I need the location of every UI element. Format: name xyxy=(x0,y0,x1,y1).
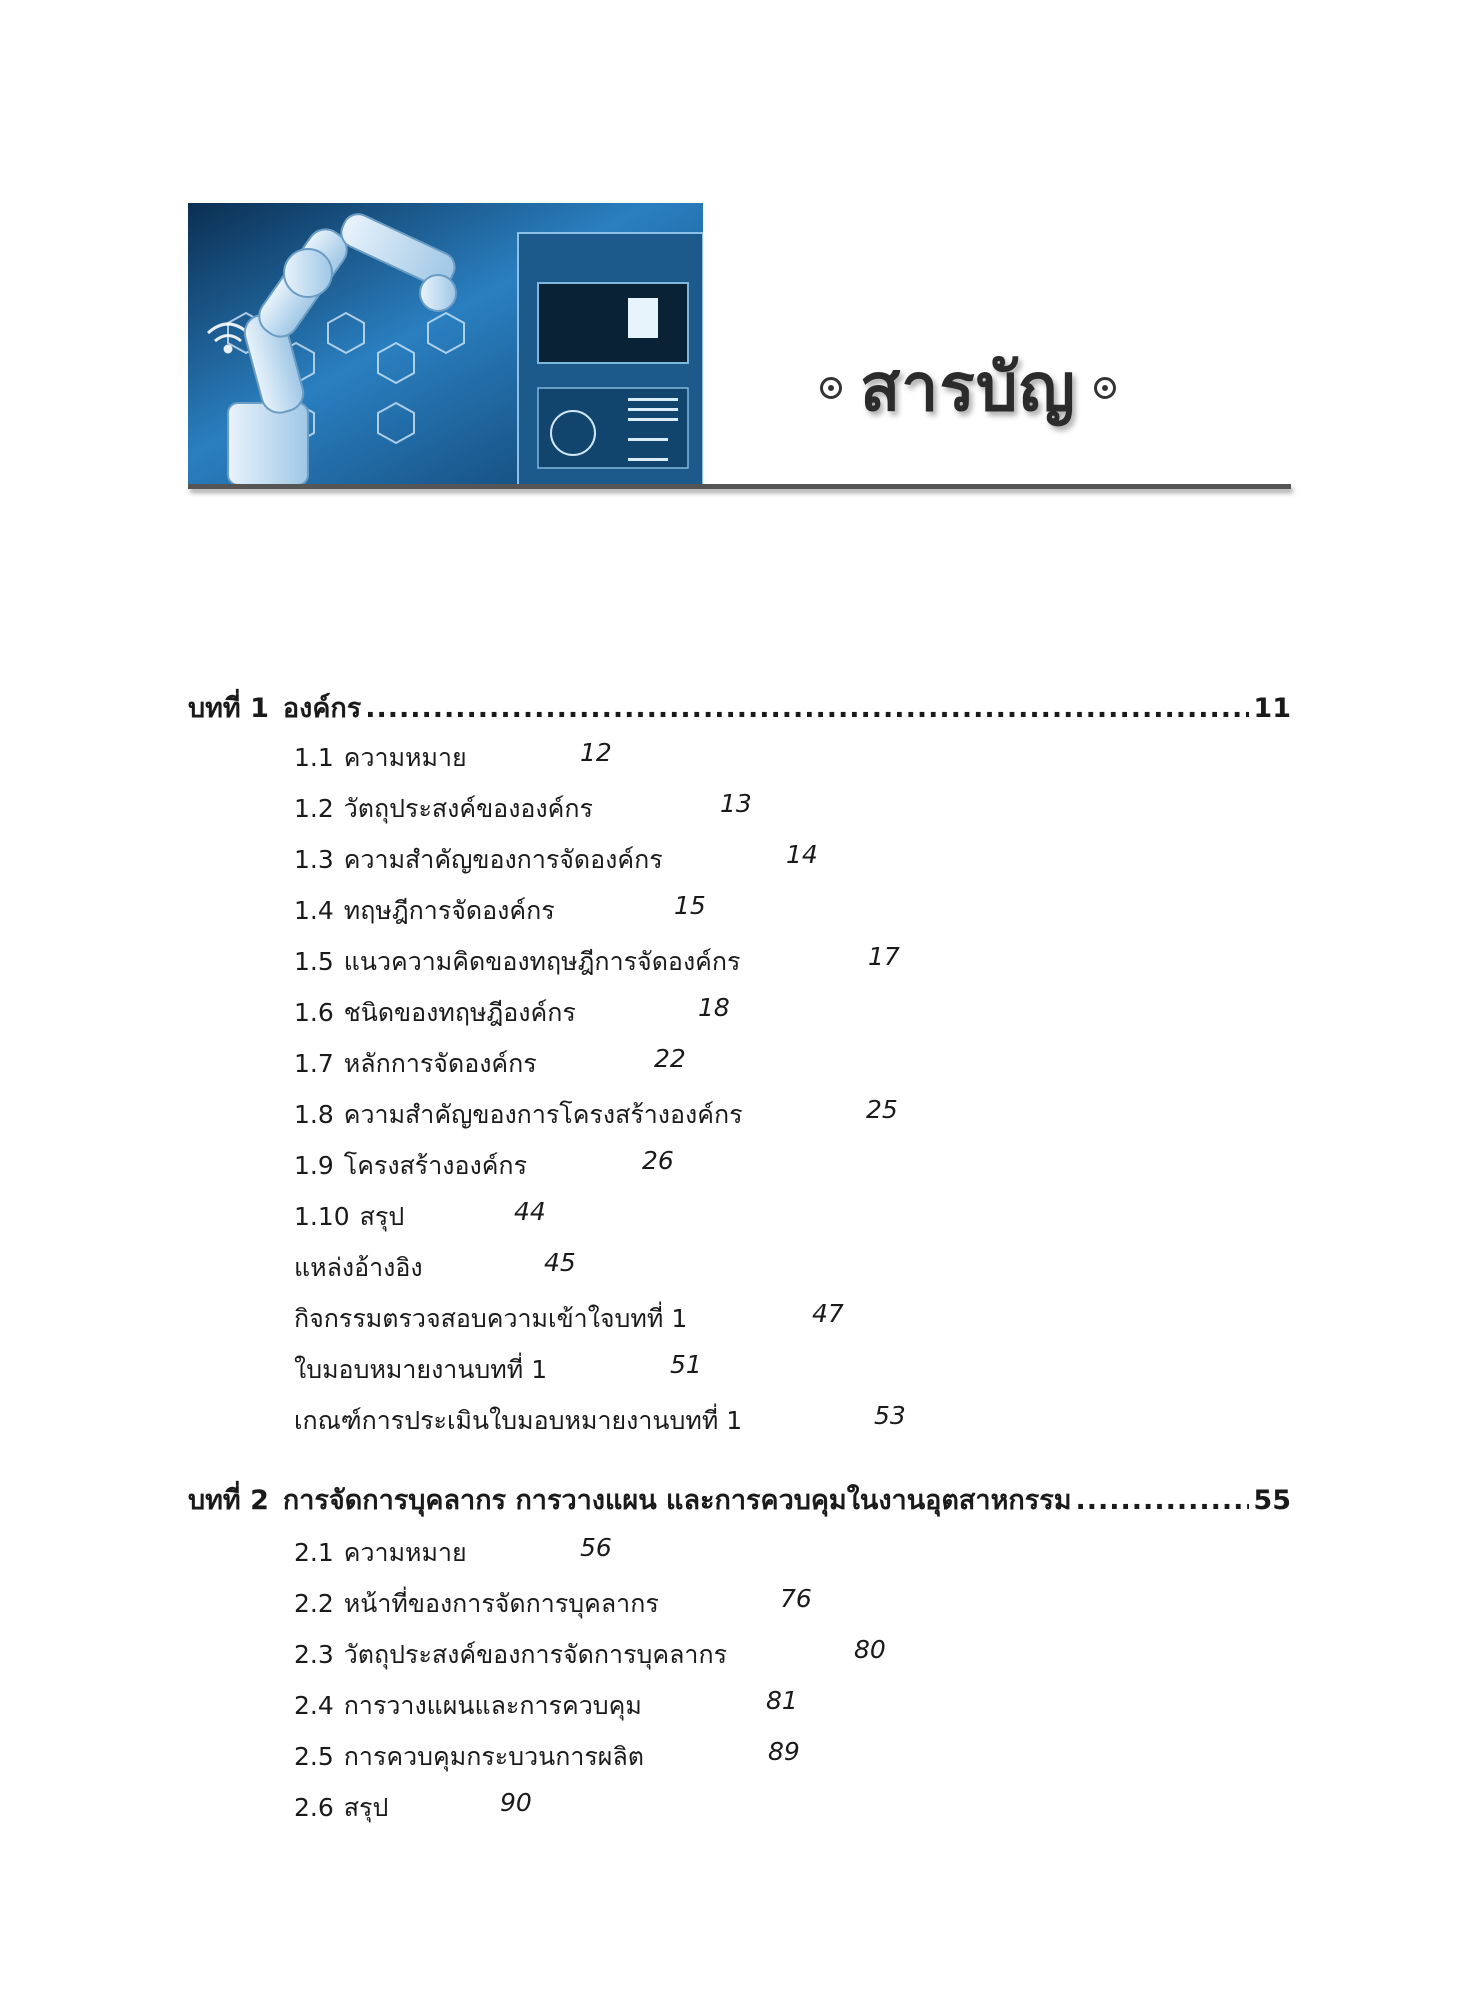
entry-page: 44 xyxy=(514,1197,546,1226)
entry-number: 2.1 xyxy=(294,1538,334,1567)
entry-page: 17 xyxy=(868,942,900,971)
entry-title: แหล่งอ้างอิง xyxy=(294,1253,423,1282)
entry-number: 2.6 xyxy=(294,1793,334,1822)
entry-title: ความสำคัญของการโครงสร้างองค์กร xyxy=(343,1100,743,1129)
entry-page: 12 xyxy=(580,738,612,767)
toc-entry[interactable] xyxy=(294,1095,743,1135)
toc-entry[interactable] xyxy=(294,993,576,1033)
entry-page: 45 xyxy=(544,1248,576,1277)
entry-number: 1.5 xyxy=(294,947,334,976)
entry-number: 1.2 xyxy=(294,794,334,823)
entry-number: 1.9 xyxy=(294,1151,334,1180)
entry-number: 1.10 xyxy=(294,1202,350,1231)
entry-title: ชนิดของทฤษฎีองค์กร xyxy=(343,998,576,1027)
toc-entry[interactable] xyxy=(294,1686,642,1726)
entry-title: หลักการจัดองค์กร xyxy=(343,1049,537,1078)
leader-dots xyxy=(1076,1485,1250,1516)
entry-page: 56 xyxy=(580,1533,612,1562)
entry-title: โครงสร้างองค์กร xyxy=(343,1151,527,1180)
toc-entry[interactable] xyxy=(294,1146,527,1186)
entry-number: 1.1 xyxy=(294,743,334,772)
entry-number: 1.7 xyxy=(294,1049,334,1078)
entry-page: 22 xyxy=(654,1044,686,1073)
entry-number: 1.6 xyxy=(294,998,334,1027)
entry-page: 53 xyxy=(874,1401,906,1430)
entry-number: 1.8 xyxy=(294,1100,334,1129)
entry-page: 90 xyxy=(500,1788,532,1817)
entry-title: หน้าที่ของการจัดการบุคลากร xyxy=(343,1589,659,1618)
entry-title: วัตถุประสงค์ขององค์กร xyxy=(343,794,593,823)
entry-title: ความสำคัญของการจัดองค์กร xyxy=(343,845,663,874)
chapter-title: การจัดการบุคลากร การวางแผน และการควบคุมในงานอุตสาหกรรม xyxy=(282,1485,1072,1516)
entry-number: 2.4 xyxy=(294,1691,334,1720)
entry-title: กิจกรรมตรวจสอบความเข้าใจบทที่ 1 xyxy=(294,1304,688,1333)
entry-number: 1.3 xyxy=(294,845,334,874)
bullet-left-icon xyxy=(820,377,842,399)
toc-entry[interactable] xyxy=(294,1533,467,1573)
entry-title: แนวความคิดของทฤษฎีการจัดองค์กร xyxy=(343,947,741,976)
entry-page: 15 xyxy=(674,891,706,920)
robot-arm-illustration xyxy=(188,203,703,485)
entry-title: เกณฑ์การประเมินใบมอบหมายงานบทที่ 1 xyxy=(294,1406,743,1435)
chapter-heading[interactable] xyxy=(188,1478,1291,1521)
entry-title: สรุป xyxy=(359,1202,405,1231)
toc-entry[interactable] xyxy=(294,942,740,982)
chapter-title: องค์กร xyxy=(282,693,362,724)
entry-page: 80 xyxy=(854,1635,886,1664)
entry-title: การควบคุมกระบวนการผลิต xyxy=(343,1742,644,1771)
entry-page: 18 xyxy=(698,993,730,1022)
toc-entry[interactable] xyxy=(294,1788,388,1828)
entry-title: ความหมาย xyxy=(343,1538,467,1567)
toc-entry[interactable] xyxy=(294,738,467,778)
chapter-label: บทที่ 2 xyxy=(188,1485,269,1516)
toc-entry[interactable] xyxy=(294,891,555,931)
toc-entry[interactable] xyxy=(294,1248,423,1288)
chapter-heading[interactable] xyxy=(188,686,1291,729)
chapter-label: บทที่ 1 xyxy=(188,693,269,724)
leader-dots xyxy=(365,693,1249,724)
header-banner-image xyxy=(188,203,703,485)
toc-entry[interactable] xyxy=(294,1044,537,1084)
toc-entry[interactable] xyxy=(294,1197,404,1237)
header-divider xyxy=(188,484,1291,489)
entry-number: 2.3 xyxy=(294,1640,334,1669)
entry-number: 2.5 xyxy=(294,1742,334,1771)
bullet-right-icon xyxy=(1094,377,1116,399)
entry-page: 51 xyxy=(670,1350,702,1379)
entry-title: ความหมาย xyxy=(343,743,467,772)
toc-entry[interactable] xyxy=(294,1584,659,1624)
toc-entry[interactable] xyxy=(294,789,593,829)
toc-entry[interactable] xyxy=(294,1350,547,1390)
chapter-page: 55 xyxy=(1253,1485,1291,1516)
entry-page: 76 xyxy=(780,1584,812,1613)
entry-page: 25 xyxy=(866,1095,898,1124)
page-title-text: สารบัญ xyxy=(860,349,1076,426)
toc-entry[interactable] xyxy=(294,1635,727,1675)
page-title xyxy=(820,348,1116,428)
entry-title: การวางแผนและการควบคุม xyxy=(343,1691,642,1720)
entry-title: วัตถุประสงค์ของการจัดการบุคลากร xyxy=(343,1640,728,1669)
entry-page: 89 xyxy=(768,1737,800,1766)
entry-title: ใบมอบหมายงานบทที่ 1 xyxy=(294,1355,548,1384)
entry-number: 1.4 xyxy=(294,896,334,925)
entry-page: 26 xyxy=(642,1146,674,1175)
entry-page: 47 xyxy=(812,1299,844,1328)
entry-page: 81 xyxy=(766,1686,798,1715)
toc-entry[interactable] xyxy=(294,1299,687,1339)
toc-entry[interactable] xyxy=(294,1401,742,1441)
toc-entry[interactable] xyxy=(294,840,663,880)
entry-page: 14 xyxy=(786,840,818,869)
toc-entry[interactable] xyxy=(294,1737,644,1777)
entry-number: 2.2 xyxy=(294,1589,334,1618)
chapter-page: 11 xyxy=(1253,693,1291,724)
entry-title: สรุป xyxy=(343,1793,389,1822)
entry-title: ทฤษฎีการจัดองค์กร xyxy=(343,896,555,925)
entry-page: 13 xyxy=(720,789,752,818)
